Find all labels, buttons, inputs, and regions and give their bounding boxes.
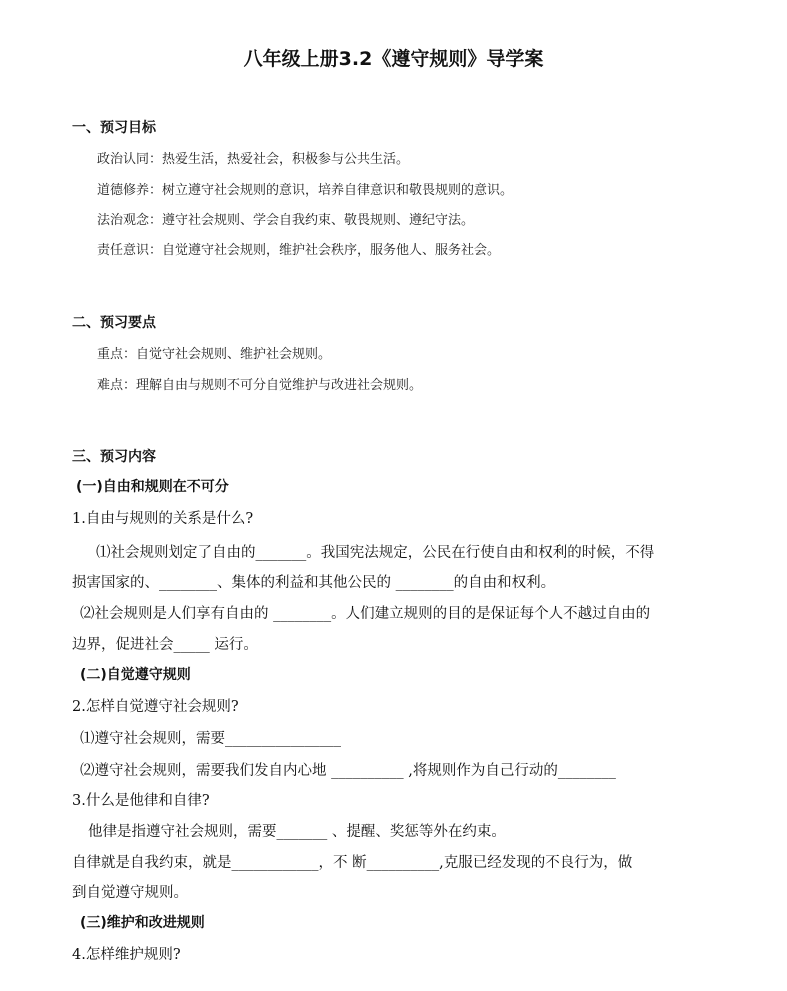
- page-title: 八年级上册3.2《遵守规则》导学案: [243, 48, 544, 70]
- answer-line: ⑴社会规则划定了自由的_______。我国宪法规定，公民在行使自由和权利的时候，不得: [96, 545, 655, 561]
- keypoint-item: 难点：理解自由与规则不可分自觉维护与改进社会规则。: [97, 378, 423, 393]
- answer-line: ⑵社会规则是人们享有自由的 ________。人们建立规则的目的是保证每个人不越过自由的: [80, 606, 651, 622]
- question-2: 2.怎样自觉遵守社会规则?: [72, 699, 239, 715]
- section-heading-keypoints: 二、预习要点: [72, 315, 156, 331]
- answer-line: ⑴遵守社会规则，需要________________: [80, 731, 341, 747]
- answer-line: 他律是指遵守社会规则，需要_______ 、提醒、奖惩等外在约束。: [88, 824, 506, 840]
- answer-line: 自律就是自我约束，就是____________，不 断__________,克服已经发现的不良行为，做: [72, 855, 633, 871]
- section-heading-objectives: 一、预习目标: [72, 120, 156, 136]
- objective-item: 法治观念：遵守社会规则、学会自我约束、敬畏规则、遵纪守法。: [97, 213, 475, 228]
- answer-line: 到自觉遵守规则。: [72, 885, 188, 901]
- keypoint-item: 重点：自觉守社会规则、维护社会规则。: [97, 347, 332, 362]
- subheading-obey-rules: (二)自觉遵守规则: [80, 667, 191, 683]
- question-3: 3.什么是他律和自律?: [72, 793, 210, 809]
- subheading-freedom-rules: (一)自由和规则在不可分: [76, 479, 229, 495]
- question-1: 1.自由与规则的关系是什么?: [72, 511, 254, 527]
- answer-line: 损害国家的、________、集体的利益和其他公民的 ________的自由和权利。: [72, 575, 556, 591]
- answer-line: ⑵遵守社会规则，需要我们发自内心地 __________ ,将规则作为自己行动的________: [80, 763, 616, 779]
- answer-line: 边界，促进社会_____ 运行。: [72, 637, 258, 653]
- question-4: 4.怎样维护规则?: [72, 947, 181, 963]
- section-heading-content: 三、预习内容: [72, 449, 156, 465]
- objective-item: 责任意识：自觉遵守社会规则，维护社会秩序，服务他人、服务社会。: [97, 243, 501, 258]
- objective-item: 道德修养：树立遵守社会规则的意识，培养自律意识和敬畏规则的意识。: [97, 183, 514, 198]
- objective-item: 政治认同：热爱生活，热爱社会，积极参与公共生活。: [97, 152, 410, 167]
- subheading-maintain-rules: (三)维护和改进规则: [80, 915, 205, 931]
